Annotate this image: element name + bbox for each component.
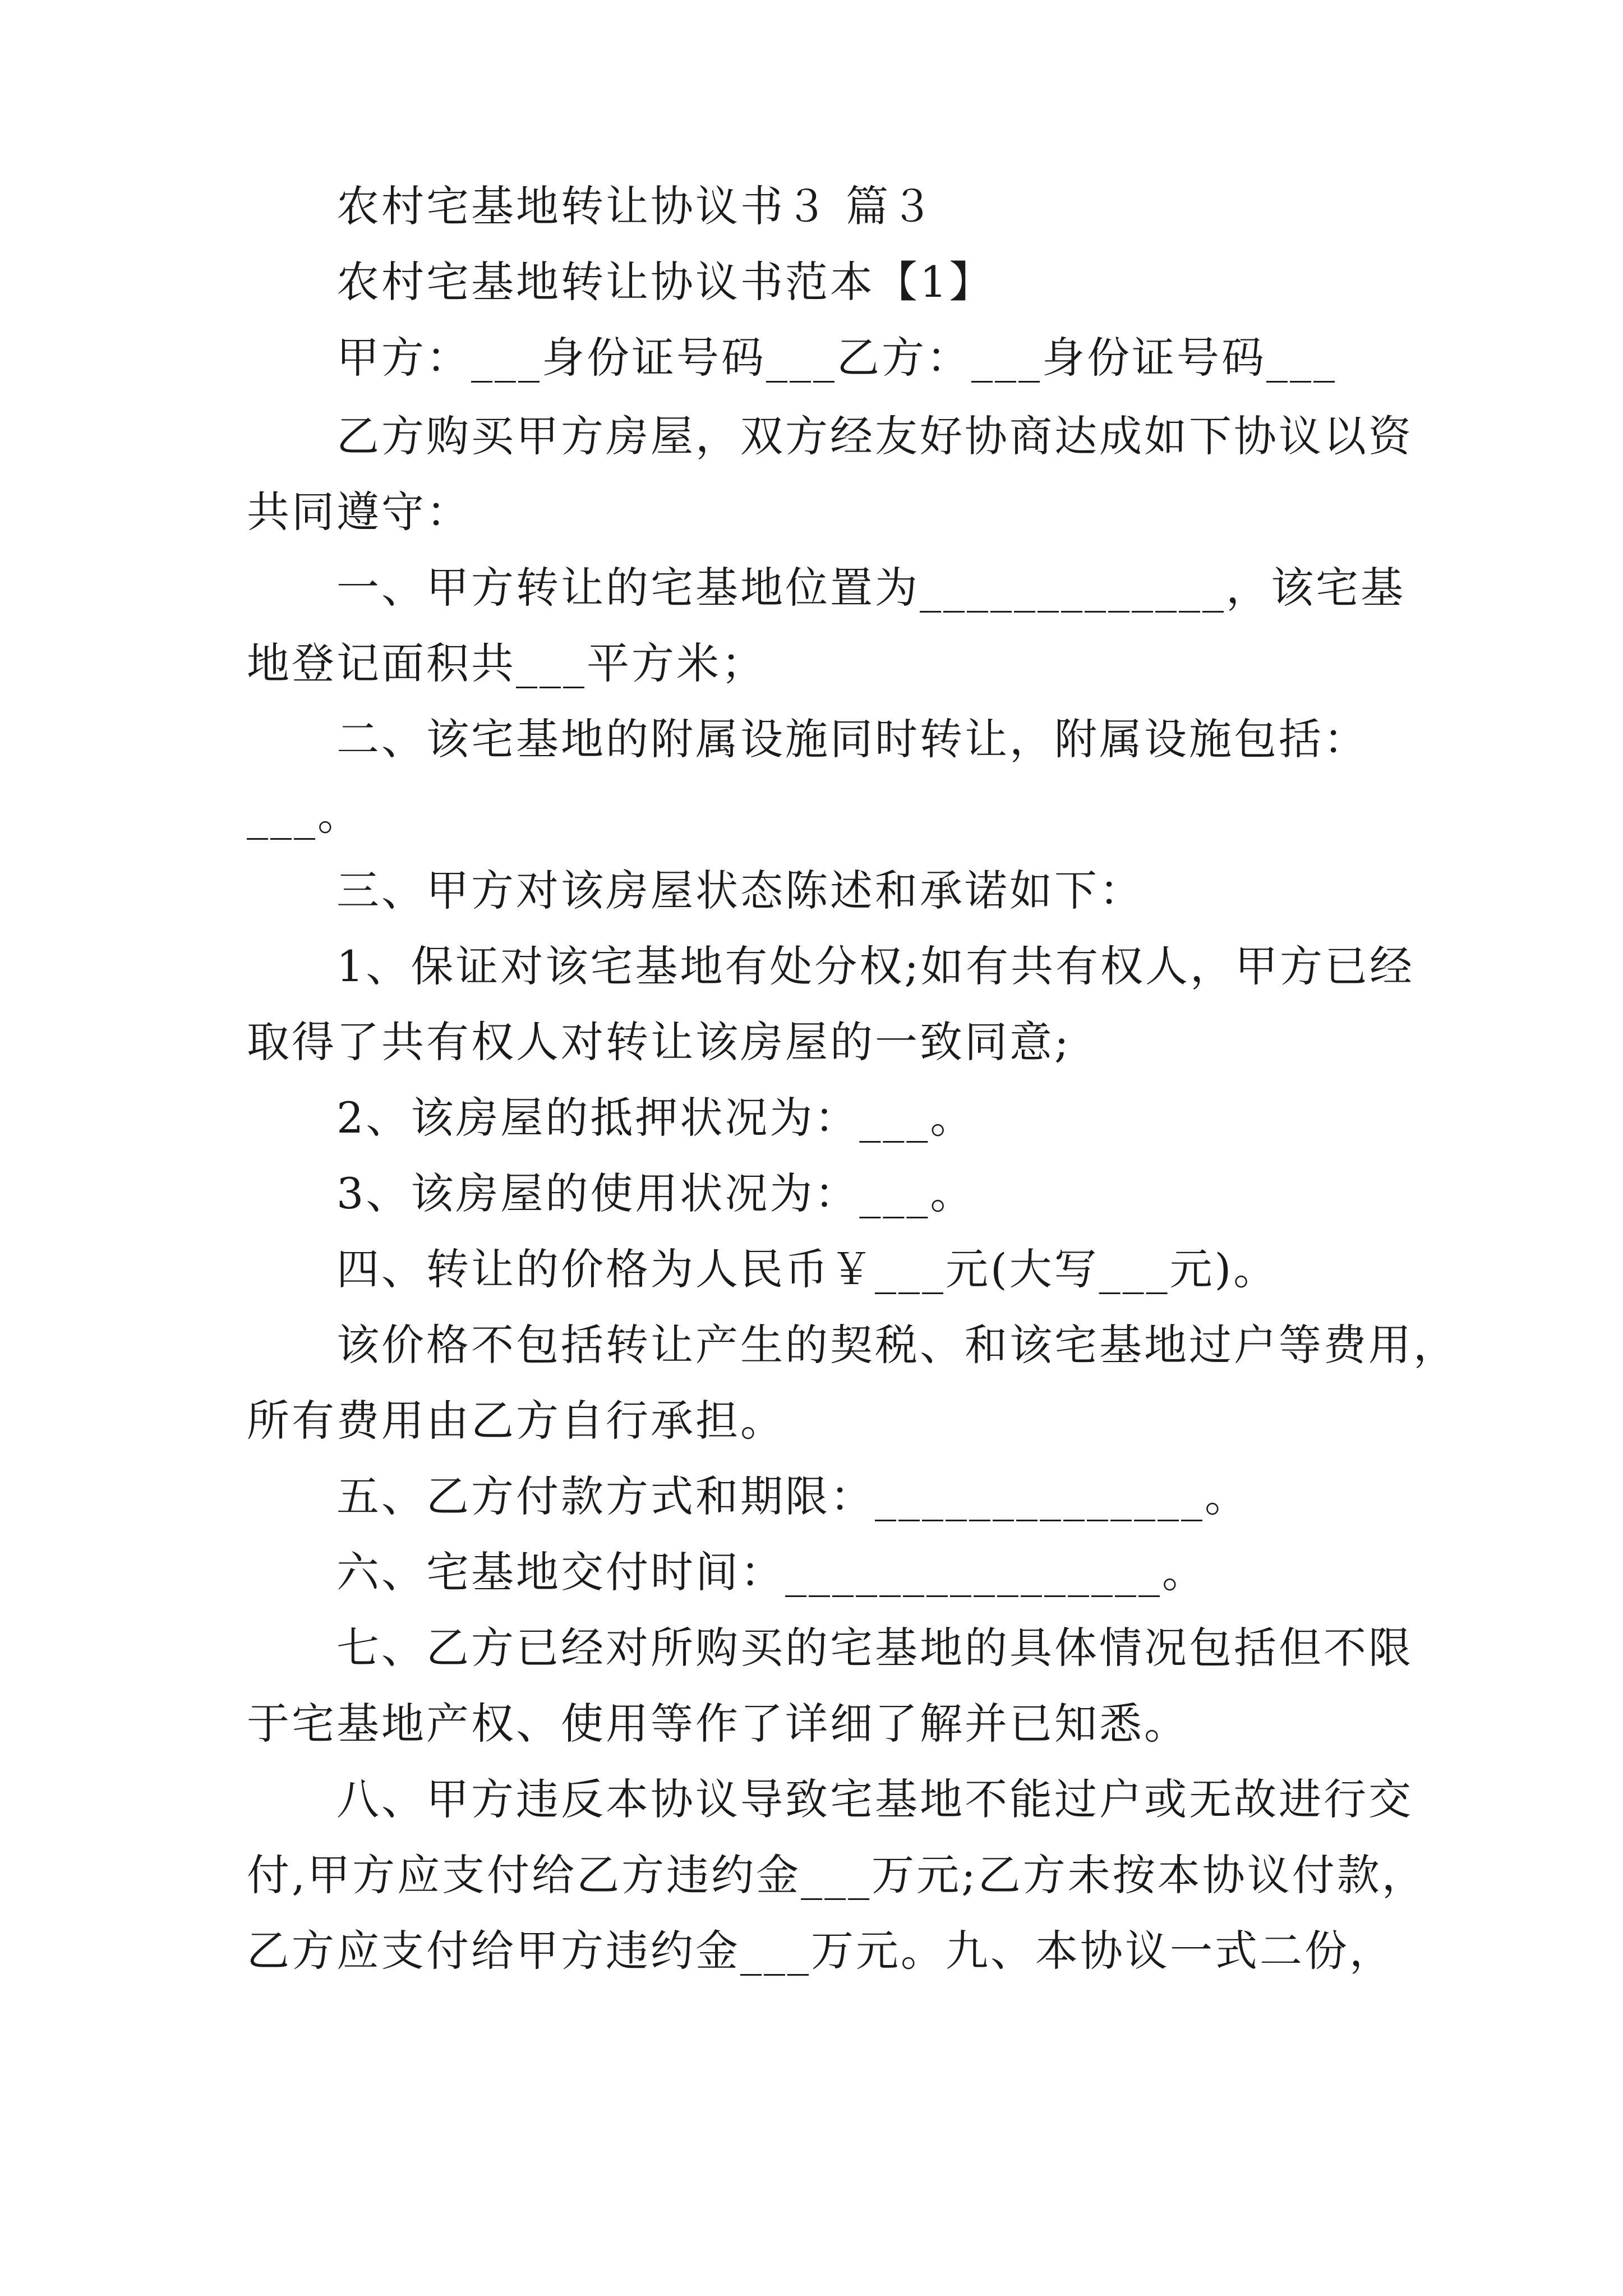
paragraph-line: 六、宅基地交付时间：________________。	[336, 1547, 1207, 1597]
paragraph-line: 取得了共有权人对转让该房屋的一致同意;	[247, 1017, 1071, 1067]
paragraph-line: 2、该房屋的抵押状况为：___。	[336, 1093, 975, 1143]
paragraph-line: 付,甲方应支付给乙方违约金___万元;乙方未按本协议付款，	[247, 1850, 1427, 1900]
paragraph-line: 地登记面积共___平方米；	[247, 638, 766, 688]
paragraph-line: 七、乙方已经对所购买的宅基地的具体情况包括但不限	[336, 1623, 1413, 1673]
paragraph-line: 所有费用由乙方自行承担。	[247, 1396, 785, 1446]
paragraph-line: 四、转让的价格为人民币￥___元(大写___元)。	[336, 1244, 1279, 1294]
paragraph-line: 三、甲方对该房屋状态陈述和承诺如下：	[336, 866, 1144, 915]
paragraph-line: 1、保证对该宅基地有处分权;如有共有权人，甲方已经	[336, 941, 1414, 991]
paragraph-line: 共同遵守：	[247, 487, 471, 537]
paragraph-line: 该价格不包括转让产生的契税、和该宅基地过户等费用，	[336, 1320, 1458, 1370]
paragraph-line: 一、甲方转让的宅基地位置为_____________，该宅基	[336, 563, 1405, 613]
paragraph-line: 3、该房屋的使用状况为：___。	[336, 1168, 975, 1218]
paragraph-line: 五、乙方付款方式和期限：______________。	[336, 1471, 1249, 1521]
paragraph-line: 二、该宅基地的附属设施同时转让，附属设施包括：	[336, 714, 1368, 764]
parties-line: 甲方：___身份证号码___乙方：___身份证号码___	[336, 333, 1337, 383]
paragraph-line: 乙方应支付给甲方违约金___万元。九、本协议一式二份，	[247, 1926, 1394, 1976]
paragraph-line: ___。	[247, 790, 362, 840]
paragraph-line: 八、甲方违反本协议导致宅基地不能过户或无故进行交	[336, 1774, 1413, 1824]
document-heading: 农村宅基地转让协议书３ 篇３	[336, 181, 936, 231]
document-subheading: 农村宅基地转让协议书范本【1】	[336, 257, 994, 307]
paragraph-line: 乙方购买甲方房屋，双方经友好协商达成如下协议以资	[336, 411, 1413, 461]
paragraph-line: 于宅基地产权、使用等作了详细了解并已知悉。	[247, 1699, 1189, 1749]
